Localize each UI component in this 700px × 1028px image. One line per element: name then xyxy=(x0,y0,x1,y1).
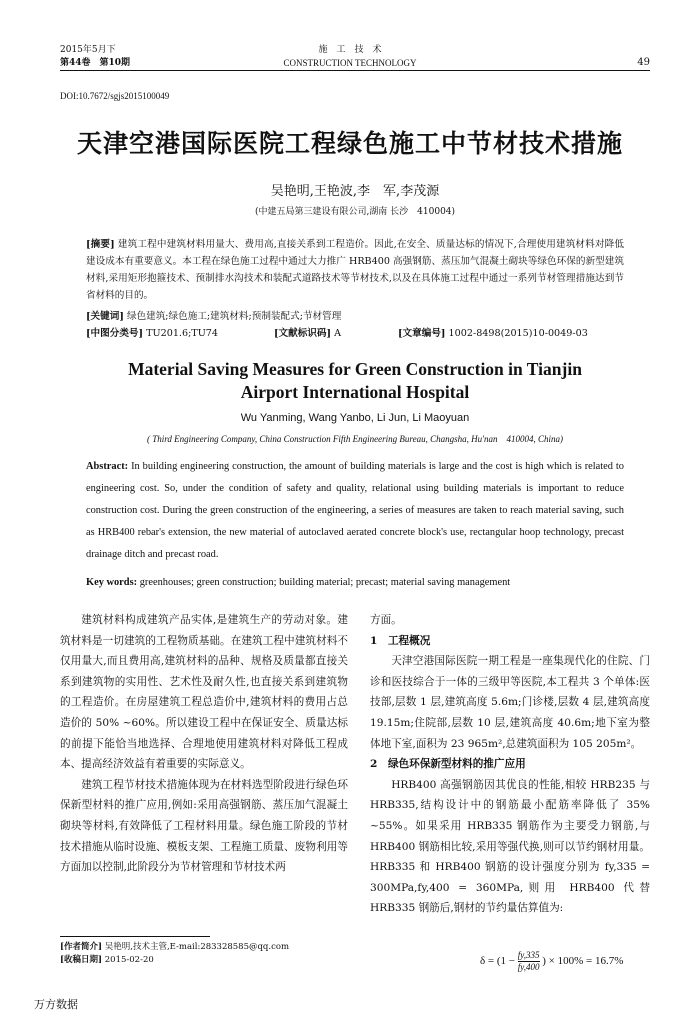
saving-formula xyxy=(480,950,623,973)
continued-text: 方面。 xyxy=(370,614,402,626)
footnote-rule xyxy=(60,936,210,937)
formula-denominator: fy,400 xyxy=(517,962,540,972)
abstract-cn-text: 建筑工程中建筑材料用量大、费用高,直接关系到工程造价。因此,在安全、质量达标的情况下,合理使用建筑材料对降低建设成本有重要意义。本工程在绿色施工过程中通过大力推广 HRB400 高强钢筋、蒸压加气混凝土砌块等绿色环保的新型建筑材料,采用矩形抱箍技术、预制排水沟技术和装配式道路技术等节材技术,以及在具体施工过程中通过一系列节材管理措施达到节省材料的目的。 xyxy=(86,239,624,301)
title-cn: 天津空港国际医院工程绿色施工中节材技术措施 xyxy=(76,129,623,158)
clc-number xyxy=(86,325,218,342)
keywords-en xyxy=(86,572,624,594)
authors-en: Wu Yanming, Wang Yanbo, Li Jun, Li Maoyuan xyxy=(240,412,470,424)
project-overview-paragraph: 天津空港国际医院一期工程是一座集现代化的住院、门诊和医技综合于一体的三级甲等医院,本工程共 3 个单体:医技部,层数 1 层,建筑高度 5.6m;门诊楼,层数 4 层,建筑高度 19.15m;住院部,层数 10 层,建筑高度 40.6m;地下室为整体地下室,面积为 23 965m²,总建筑面积为 105 205m²。 xyxy=(370,655,650,750)
keywords-en-label: Key words: xyxy=(86,577,138,588)
formula-lhs: δ = (1 − xyxy=(480,955,516,968)
author-footnote xyxy=(60,941,289,954)
document-code xyxy=(274,325,341,342)
abstract-en-text: In building engineering construction, the amount of building materials is large and the cost is high which is related to engineering cost. So, under the condition of safety and quality, relational using building materials is important to reduce construction cost. During the green construction of the engineering, a series of measures are taken to reach material saving, such as HRB400 rebar's extension, the new material of autoclaved aerated concrete block's use, rectangular hoop technology, precast drainage ditch and precast road. xyxy=(86,461,624,560)
keywords-cn xyxy=(86,308,624,325)
doc-label: [文献标识码] xyxy=(274,328,332,339)
clc-label: [中图分类号] xyxy=(86,328,144,339)
author-footnote-label: [作者简介] xyxy=(60,942,103,952)
abstract-en-label: Abstract: xyxy=(86,461,129,472)
received-label: [收稿日期] xyxy=(60,955,103,965)
watermark-text: 万方数据 xyxy=(34,998,78,1011)
affiliation-cn: (中建五局第三建设有限公司,湖南 长沙 410004) xyxy=(254,207,456,217)
body-left-column xyxy=(60,610,348,878)
intro-paragraph-1: 建筑材料构成建筑产品实体,是建筑生产的劳动对象。建筑材料是一切建筑的工程物质基础。在建筑工程中建筑材料不仅用量大,而且费用高,建筑材料的品种、规格及质量都直接关系到建筑物的实用性、艺术性及耐久性,也直接关系到建筑物的工程造价。在房屋建筑工程总造价中,建筑材料的费用占总造价的 50% ~60%。所以建设工程中在保证安全、质量达标的前提下能恰当地选择、合理地使用建筑材料对降低工程成本、提高经济效益有着重要的实际意义。 xyxy=(60,614,348,771)
keywords-cn-text: 绿色建筑;绿色施工;建筑材料;预制装配式;节材管理 xyxy=(126,311,342,322)
title-en-line1: Material Saving Measures for Green Construction in Tianjin xyxy=(128,359,582,379)
abstract-cn-label: [摘要] xyxy=(86,239,115,250)
body-right-column xyxy=(370,610,650,919)
issue-date: 2015年5月下 xyxy=(60,45,116,55)
doi: DOI:10.7672/sgjs2015100049 xyxy=(60,91,170,101)
doc-value: A xyxy=(334,328,342,339)
abstract-cn xyxy=(86,236,624,304)
received-date xyxy=(60,954,154,967)
materials-paragraph: HRB400 高强钢筋因其优良的性能,相较 HRB235 与 HRB335,结构设计中的钢筋最小配筋率降低了 35% ~55%。如果采用 HRB335 钢筋作为主要受力钢筋,与 HRB400 钢筋相比较,采用等强代换,则可以节约钢材用量。HRB335 和 HRB400 钢筋的设计强度分别为 fy,335 = 300MPa,fy,400 = 360MPa,则用 HRB400 代替 HRB335 钢筋后,钢材的节约量估算值为: xyxy=(370,778,650,915)
page-number: 49 xyxy=(637,57,650,68)
header-rule xyxy=(60,70,650,71)
section-heading-2: 2 绿色环保新型材料的推广应用 xyxy=(370,758,526,771)
journal-name-en: CONSTRUCTION TECHNOLOGY xyxy=(283,58,417,68)
authors-cn: 吴艳明,王艳波,李 军,李茂源 xyxy=(270,184,440,199)
section-heading-1: 1 工程概况 xyxy=(370,634,431,647)
affiliation-en: ( Third Engineering Company, China Construction Fifth Engineering Bureau, Changsha, Hu'nan 410004, China) xyxy=(147,434,563,444)
intro-paragraph-2: 建筑工程节材技术措施体现为在材料选型阶段进行绿色环保新型材料的推广应用,例如:采用高强钢筋、蒸压加气混凝土砌块等材料,有效降低了工程材料用量。绿色施工阶段的节材技术措施从临时设施、模板支架、工程施工质量、废物利用等方面加以控制,此阶段分为节材管理和节材技术两 xyxy=(60,778,348,874)
formula-numerator: fy,335 xyxy=(517,950,540,960)
abstract-en xyxy=(86,456,624,566)
volume-issue: 第44卷 第10期 xyxy=(60,58,131,68)
article-value: 1002-8498(2015)10-0049-03 xyxy=(448,328,588,339)
author-footnote-text: 吴艳明,技术主管,E-mail:283328585@qq.com xyxy=(104,942,290,952)
keywords-cn-label: [关键词] xyxy=(86,311,124,322)
received-text: 2015-02-20 xyxy=(104,955,154,965)
keywords-en-text: greenhouses; green construction; building material; precast; material saving management xyxy=(139,577,511,588)
formula-fraction xyxy=(518,950,540,973)
article-number xyxy=(398,325,588,342)
journal-name-cn: 施 工 技 术 xyxy=(318,45,382,55)
formula-rhs: ) × 100% = 16.7% xyxy=(542,955,624,968)
article-label: [文章编号] xyxy=(398,328,446,339)
clc-value: TU201.6;TU74 xyxy=(146,328,218,339)
title-en-line2: Airport International Hospital xyxy=(240,382,470,402)
